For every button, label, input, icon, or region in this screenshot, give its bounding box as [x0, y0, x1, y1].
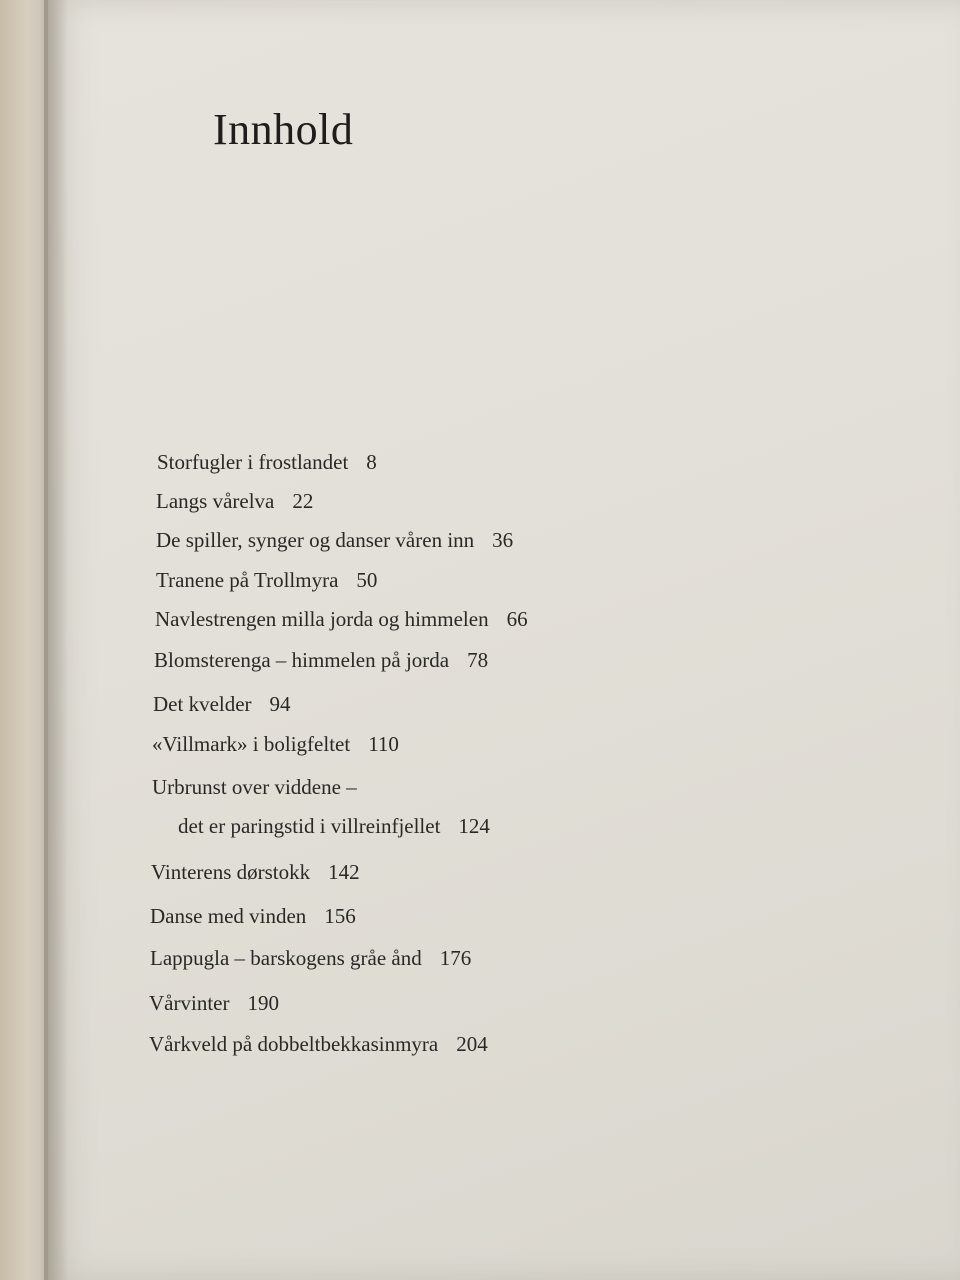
toc-entry	[153, 694, 291, 715]
toc-entry-page: 50	[356, 568, 378, 592]
gutter-shadow	[44, 0, 68, 1280]
toc-entry-title: Lappugla – barskogens gråe ånd	[150, 946, 422, 970]
toc-entry-title: Vinterens dørstokk	[151, 860, 311, 884]
toc-entry-continuation	[178, 816, 490, 837]
toc-entry	[150, 906, 356, 927]
toc-entry-page: 22	[292, 489, 314, 513]
toc-entry-page: 142	[328, 860, 360, 884]
toc-entry-page: 78	[467, 648, 489, 672]
page-title: Innhold	[213, 105, 354, 154]
toc-entry-title: De spiller, synger og danser våren inn	[156, 528, 475, 552]
toc-entry-title: Danse med vinden	[150, 904, 307, 928]
toc-entry	[150, 948, 471, 969]
toc-entry-page: 8	[366, 450, 377, 474]
toc-entry-page: 36	[492, 528, 514, 552]
toc-entry-page: 176	[439, 946, 472, 970]
toc-entry-title: det er paringstid i villreinfjellet	[178, 814, 441, 838]
toc-entry-page: 124	[458, 814, 490, 838]
toc-entry-title: Storfugler i frostlandet	[157, 450, 349, 474]
toc-entry	[157, 452, 377, 473]
toc-entry	[152, 777, 357, 798]
toc-entry-page: 190	[247, 991, 279, 1015]
toc-entry-page: 204	[456, 1032, 488, 1056]
toc-entry-title: Vårkveld på dobbeltbekkasinmyra	[149, 1032, 439, 1056]
toc-entry-title: Vårvinter	[149, 991, 230, 1015]
toc-entry	[156, 570, 377, 591]
toc-entry-title: Navlestrengen milla jorda og himmelen	[155, 607, 489, 631]
toc-entry	[149, 993, 279, 1014]
toc-entry-page: 94	[269, 692, 291, 716]
toc-entry	[154, 650, 488, 671]
toc-entry-page: 66	[506, 607, 528, 631]
toc-entry-title: Det kvelder	[153, 692, 252, 716]
toc-entry	[156, 491, 313, 512]
toc-entry	[151, 862, 360, 883]
toc-entry-title: Langs vårelva	[156, 489, 275, 513]
toc-entry-title: «Villmark» i boligfeltet	[152, 732, 351, 756]
toc-entry-title: Tranene på Trollmyra	[156, 568, 339, 592]
toc-entry	[155, 609, 528, 630]
book-left-edge	[0, 0, 48, 1280]
toc-entry	[149, 1034, 488, 1055]
toc-entry	[156, 530, 513, 551]
toc-entry-title: Urbrunst over viddene –	[152, 775, 357, 799]
book-page	[48, 0, 960, 1280]
toc-entry-page: 156	[324, 904, 356, 928]
toc-entry	[152, 734, 399, 755]
toc-entry-title: Blomsterenga – himmelen på jorda	[154, 648, 450, 672]
toc-entry-page: 110	[368, 732, 399, 756]
